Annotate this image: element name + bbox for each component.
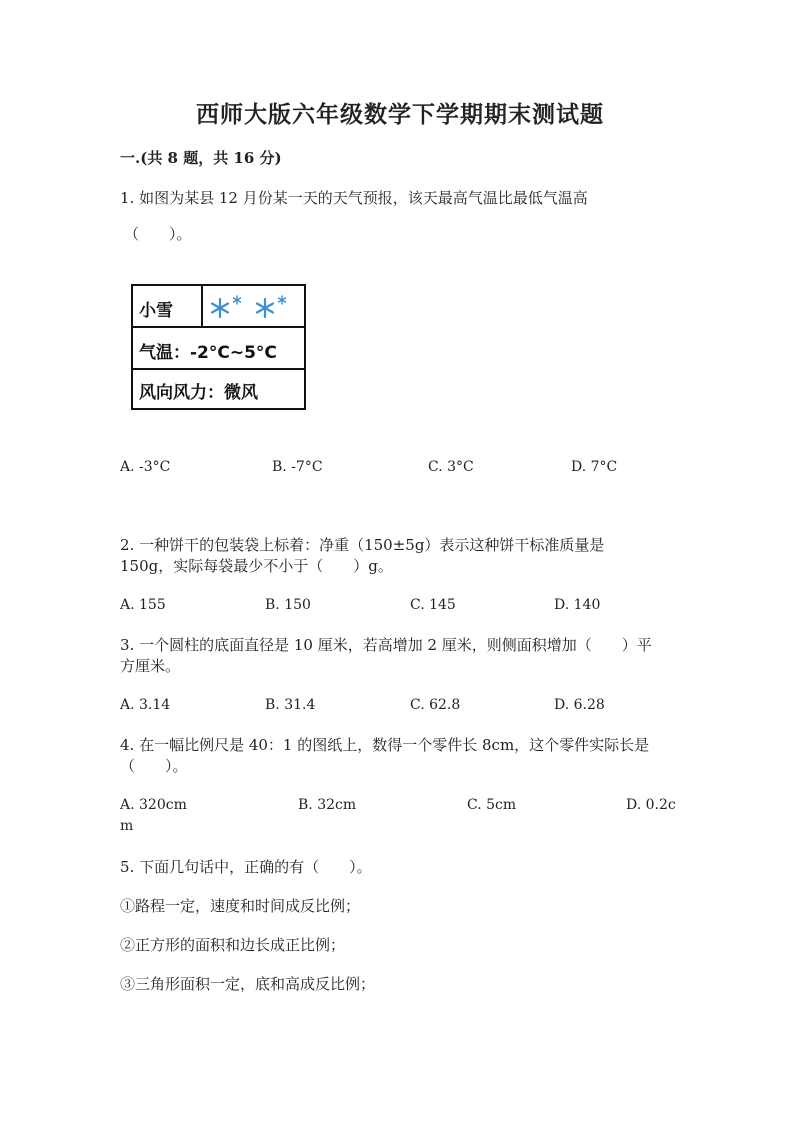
page-title: 西师大版六年级数学下学期期末测试题 [196,101,604,128]
question-2-stem-line2: 150g，实际每袋最少不小于（ ）g。 [120,557,393,575]
snowflake-icon [208,294,244,326]
question-5-stem: 5. 下面几句话中，正确的有（ ）。 [120,858,372,876]
question-2-option-d: D. 140 [554,597,601,613]
question-1-option-d: D. 7°C [571,459,618,475]
question-4-option-c: C. 5cm [467,797,517,813]
question-3-stem-line2: 方厘米。 [120,657,181,675]
question-3-option-b: B. 31.4 [265,697,316,713]
snowflake-icon [253,294,289,326]
weather-condition-label: 小雪 [139,301,173,321]
question-1-option-c: C. 3°C [428,459,474,475]
question-1-option-b: B. -7°C [272,459,323,475]
weather-row-temperature [133,328,304,370]
question-4-stem-line1: 4. 在一幅比例尺是 40：1 的图纸上，数得一个零件长 8cm，这个零件实际长是 [120,736,650,754]
question-2-option-c: C. 145 [410,597,456,613]
weather-forecast-card [131,284,306,410]
question-3-option-c: C. 62.8 [410,697,461,713]
question-1-stem-line2: （ ）。 [124,225,192,243]
weather-row-condition [133,286,304,328]
question-5-statement-3: ③三角形面积一定，底和高成反比例； [120,975,376,993]
question-5-statement-2: ②正方形的面积和边长成正比例； [120,936,346,954]
weather-row-wind [133,370,304,408]
question-4-option-b: B. 32cm [298,797,357,813]
weather-temperature-label: 气温：-2°C~5°C [139,343,277,363]
question-3-stem-line1: 3. 一个圆柱的底面直径是 10 厘米，若高增加 2 厘米，则侧面积增加（ ）平 [120,636,652,654]
question-2-option-a: A. 155 [120,597,166,613]
question-3-option-d: D. 6.28 [554,697,605,713]
question-1-option-a: A. -3°C [120,459,171,475]
question-4-option-d: D. 0.2c [626,797,676,813]
question-3-option-a: A. 3.14 [120,697,171,713]
question-4-stem-line2: （ ）。 [120,757,188,775]
question-2-option-b: B. 150 [265,597,311,613]
question-1-stem-line1: 1. 如图为某县 12 月份某一天的天气预报，该天最高气温比最低气温高 [120,189,588,207]
question-4-option-d-wrap: m [120,818,134,834]
question-5-statement-1: ①路程一定，速度和时间成反比例； [120,897,361,915]
section-heading: 一.(共 8 题，共 16 分) [120,149,282,167]
question-2-stem-line1: 2. 一种饼干的包装袋上标着：净重（150±5g）表示这种饼干标准质量是 [120,536,605,554]
weather-wind-label: 风向风力：微风 [139,383,258,403]
question-4-option-a: A. 320cm [120,797,187,813]
weather-divider [201,286,203,326]
